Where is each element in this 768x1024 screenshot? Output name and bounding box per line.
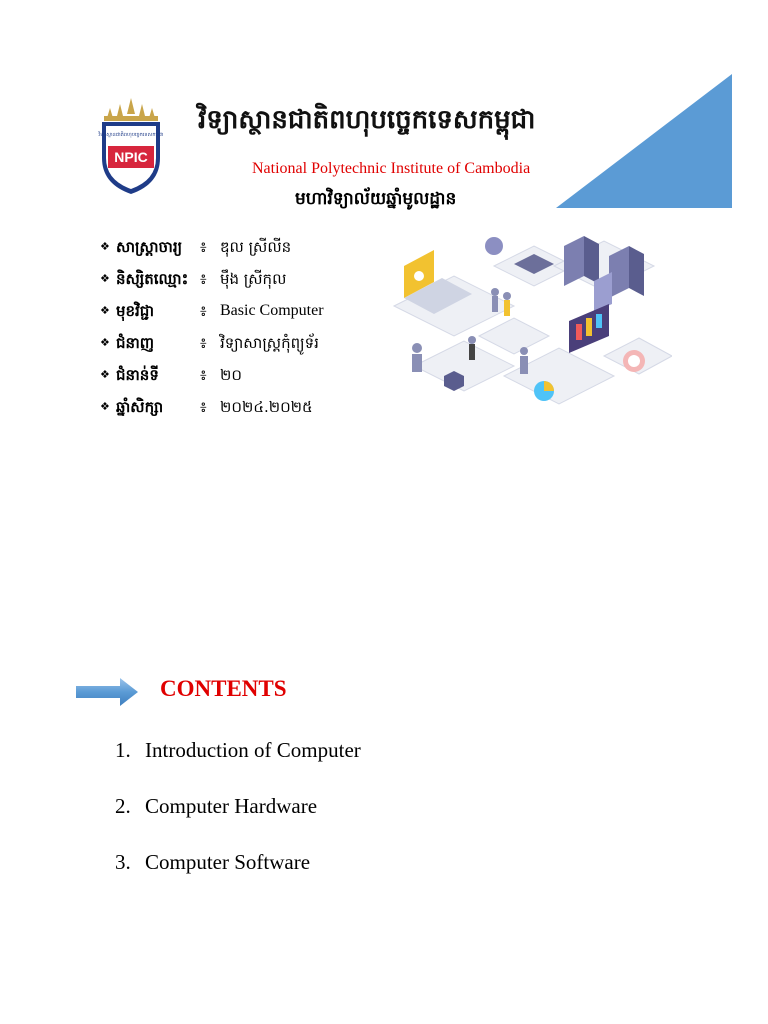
- diamond-bullet-icon: ❖: [100, 304, 110, 317]
- list-item-number: 1.: [115, 738, 131, 762]
- info-colon: ៖: [200, 334, 207, 352]
- logo-small-text: វិទ្យាស្ថានជាតិពហុបច្ចេកទេសកម្ពុជា: [98, 132, 164, 138]
- diamond-bullet-icon: ❖: [100, 336, 110, 349]
- info-value: ម៉ឹង ស្រីកុល: [220, 270, 287, 288]
- institute-name-en: National Polytechnic Institute of Cambodia: [252, 160, 531, 177]
- info-label: ជំនាន់ទី: [116, 366, 159, 384]
- info-colon: ៖: [200, 238, 207, 256]
- info-colon: ៖: [200, 302, 207, 320]
- info-label: មុខវិជ្ជា: [116, 302, 155, 320]
- diamond-bullet-icon: ❖: [100, 240, 110, 253]
- npic-logo: [98, 96, 164, 196]
- info-row-generation: [100, 362, 380, 394]
- list-item-text: Computer Software: [145, 850, 311, 874]
- contents-list: [115, 738, 361, 906]
- info-label: និស្សិតឈ្មោះ: [116, 270, 189, 288]
- list-item-number: 2.: [115, 794, 131, 818]
- info-list: [100, 234, 380, 426]
- info-label: សាស្រ្តាចារ្យ: [116, 238, 183, 256]
- contents-heading: CONTENTS: [160, 676, 287, 701]
- info-row-lecturer: [100, 234, 380, 266]
- arrow-right-icon: [76, 678, 138, 706]
- info-colon: ៖: [200, 366, 207, 384]
- logo-text: NPIC: [114, 149, 148, 165]
- info-row-subject: [100, 298, 380, 330]
- diamond-bullet-icon: ❖: [100, 272, 110, 285]
- info-colon: ៖: [200, 398, 207, 416]
- list-item: [115, 850, 361, 906]
- info-row-major: [100, 330, 380, 362]
- list-item-text: Computer Hardware: [145, 794, 318, 818]
- list-item: [115, 738, 361, 794]
- diamond-bullet-icon: ❖: [100, 368, 110, 381]
- info-colon: ៖: [200, 270, 207, 288]
- info-row-student: [100, 266, 380, 298]
- info-label: ឆ្នាំសិក្សា: [116, 398, 164, 416]
- list-item-text: Introduction of Computer: [145, 738, 361, 762]
- isometric-tech-illustration: [384, 226, 672, 422]
- info-value: Basic Computer: [220, 302, 324, 319]
- university-name-km: មហាវិទ្យាល័យឆ្នាំមូលដ្ឋាន: [295, 189, 457, 209]
- info-value: វិទ្យាសាស្ត្រកុំព្យូទ័រ: [220, 334, 319, 352]
- decorative-triangle: [556, 74, 732, 208]
- institute-name-km: វិទ្យាស្ថានជាតិពហុបច្ចេកទេសកម្ពុជា: [198, 105, 536, 135]
- info-value: ឌុល ស្រីលីន: [220, 238, 292, 256]
- info-value: ២០: [220, 366, 242, 384]
- info-value: ២០២៤.២០២៥: [220, 398, 313, 416]
- info-label: ជំនាញ: [116, 334, 155, 352]
- list-item: [115, 794, 361, 850]
- diamond-bullet-icon: ❖: [100, 400, 110, 413]
- info-row-academic-year: [100, 394, 380, 426]
- list-item-number: 3.: [115, 850, 131, 874]
